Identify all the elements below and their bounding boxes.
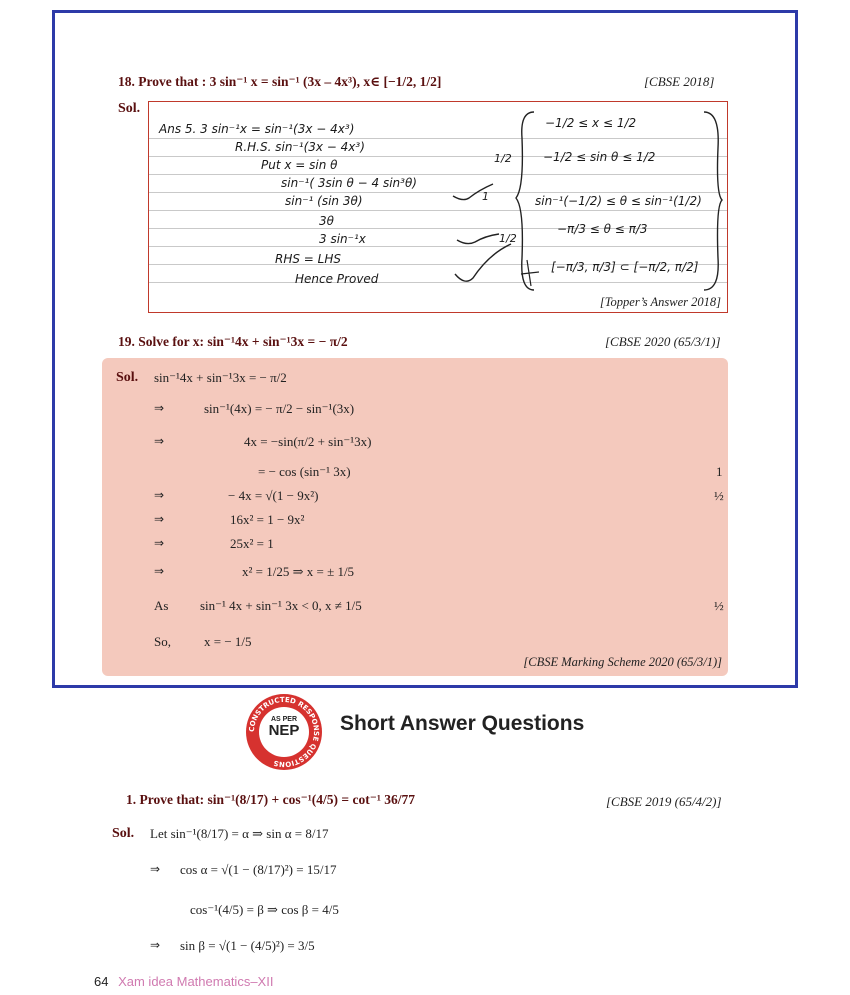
saq1-line-3: cos⁻¹(4/5) = β ⇒ cos β = 4/5 (190, 902, 339, 917)
q19-line-6: 16x² = 1 − 9x² (230, 512, 305, 527)
hw-line-8: RHS = LHS (275, 252, 341, 266)
topper-answer-image (148, 101, 728, 313)
marking-scheme-caption: [CBSE Marking Scheme 2020 (65/3/1)] (523, 655, 722, 669)
hw-line-6: 3θ (319, 214, 334, 228)
hw-right-3: sin⁻¹(−1/2) ≤ θ ≤ sin⁻¹(1/2) (535, 194, 702, 208)
saq1-text: Prove that: sin⁻¹(8/17) + cos⁻¹(4/5) = cot⁻¹ 36/77 (139, 792, 415, 807)
q19-arrow-6: ⇒ (154, 512, 165, 526)
q19-line-8: x² = 1/25 ⇒ x = ± 1/5 (242, 564, 355, 579)
badge-main-text: NEP (268, 722, 300, 739)
q19-line-9: sin⁻¹ 4x + sin⁻¹ 3x < 0, x ≠ 1/5 (200, 598, 362, 613)
q19-so-label: So, (154, 634, 171, 649)
q18-text: Prove that : 3 sin⁻¹ x = sin⁻¹ (3x – 4x³), x∈ [−1/2, 1/2] (138, 74, 442, 89)
q19-line-5: − 4x = √(1 − 9x²) (228, 488, 319, 503)
q18-source: [CBSE 2018] (644, 74, 715, 89)
hw-mark-3: 1/2 (499, 232, 517, 245)
hw-right-2: −1/2 ≤ sin θ ≤ 1/2 (543, 150, 656, 164)
saq1-line-2: cos α = √(1 − (8/17)²) = 15/17 (180, 862, 337, 877)
q19-arrow-7: ⇒ (154, 536, 165, 550)
section-title: Short Answer Questions (340, 712, 585, 735)
hw-line-1: Ans 5. 3 sin⁻¹x = sin⁻¹(3x − 4x³) (159, 122, 355, 136)
hw-mark-1: 1/2 (494, 152, 512, 165)
q19-solution-box (102, 358, 728, 676)
q18-sol-label: Sol. (118, 101, 141, 116)
hw-line-9: Hence Proved (295, 272, 379, 286)
page-number: 64 (94, 974, 109, 989)
saq1-arrow-4: ⇒ (150, 938, 161, 952)
saq1-line-1: Let sin⁻¹(8/17) = α ⇒ sin α = 8/17 (150, 826, 329, 841)
q19-arrow-8: ⇒ (154, 564, 165, 578)
q18-number: 18. (118, 74, 135, 89)
hw-right-5: [−π/3, π/3] ⊂ [−π/2, π/2] (551, 260, 699, 274)
q19-source: [CBSE 2020 (65/3/1)] (605, 334, 721, 349)
saq1-header (126, 792, 415, 808)
hw-line-7: 3 sin⁻¹x (319, 232, 366, 246)
q19-line-2: sin⁻¹(4x) = − π/2 − sin⁻¹(3x) (204, 401, 355, 416)
saq1-source: [CBSE 2019 (65/4/2)] (606, 794, 722, 809)
book-title: Xam idea Mathematics–XII (118, 974, 274, 989)
q19-mark-5: ½ (714, 488, 724, 503)
q19-text: Solve for x: sin⁻¹4x + sin⁻¹3x = − π/2 (138, 334, 348, 349)
hw-line-2: R.H.S. sin⁻¹(3x − 4x³) (235, 140, 365, 154)
hw-line-5: sin⁻¹ (sin 3θ) (285, 194, 363, 208)
q19-sol-label: Sol. (116, 370, 139, 385)
q19-line-4: = − cos (sin⁻¹ 3x) (258, 464, 351, 479)
svg-text:CONSTRUCTED RESPONSE QUESTIONS: CONSTRUCTED RESPONSE QUESTIONS (247, 695, 321, 769)
q19-mark-9: ½ (714, 598, 724, 613)
q19-arrow-2: ⇒ (154, 401, 165, 415)
hw-right-4: −π/3 ≤ θ ≤ π/3 (557, 222, 648, 236)
saq1-line-4: sin β = √(1 − (4/5)²) = 3/5 (180, 938, 315, 953)
q19-line-7: 25x² = 1 (230, 536, 274, 551)
saq1-number: 1. (126, 792, 137, 807)
saq1-sol-label: Sol. (112, 826, 135, 841)
badge-top-text: AS PER (270, 716, 298, 723)
page-footer (94, 974, 273, 989)
q19-line-10: x = − 1/5 (204, 634, 252, 649)
saq1-arrow-2: ⇒ (150, 862, 161, 876)
q19-line-3: 4x = −sin(π/2 + sin⁻¹3x) (244, 434, 372, 449)
hw-line-3: Put x = sin θ (261, 158, 338, 172)
q18-header (118, 74, 441, 90)
hw-right-1: −1/2 ≤ x ≤ 1/2 (545, 116, 637, 130)
q19-number: 19. (118, 334, 135, 349)
q19-header (118, 334, 348, 350)
q19-as-label: As (154, 598, 169, 613)
q19-arrow-3: ⇒ (154, 434, 165, 448)
q19-arrow-5: ⇒ (154, 488, 165, 502)
q19-line-1: sin⁻¹4x + sin⁻¹3x = − π/2 (154, 370, 287, 385)
topper-caption: [Topper’s Answer 2018] (599, 295, 721, 309)
hw-mark-2: 1 (482, 190, 489, 203)
q19-mark-4: 1 (716, 464, 723, 479)
nep-badge (246, 694, 322, 770)
hw-line-4: sin⁻¹( 3sin θ − 4 sin³θ) (281, 176, 417, 190)
